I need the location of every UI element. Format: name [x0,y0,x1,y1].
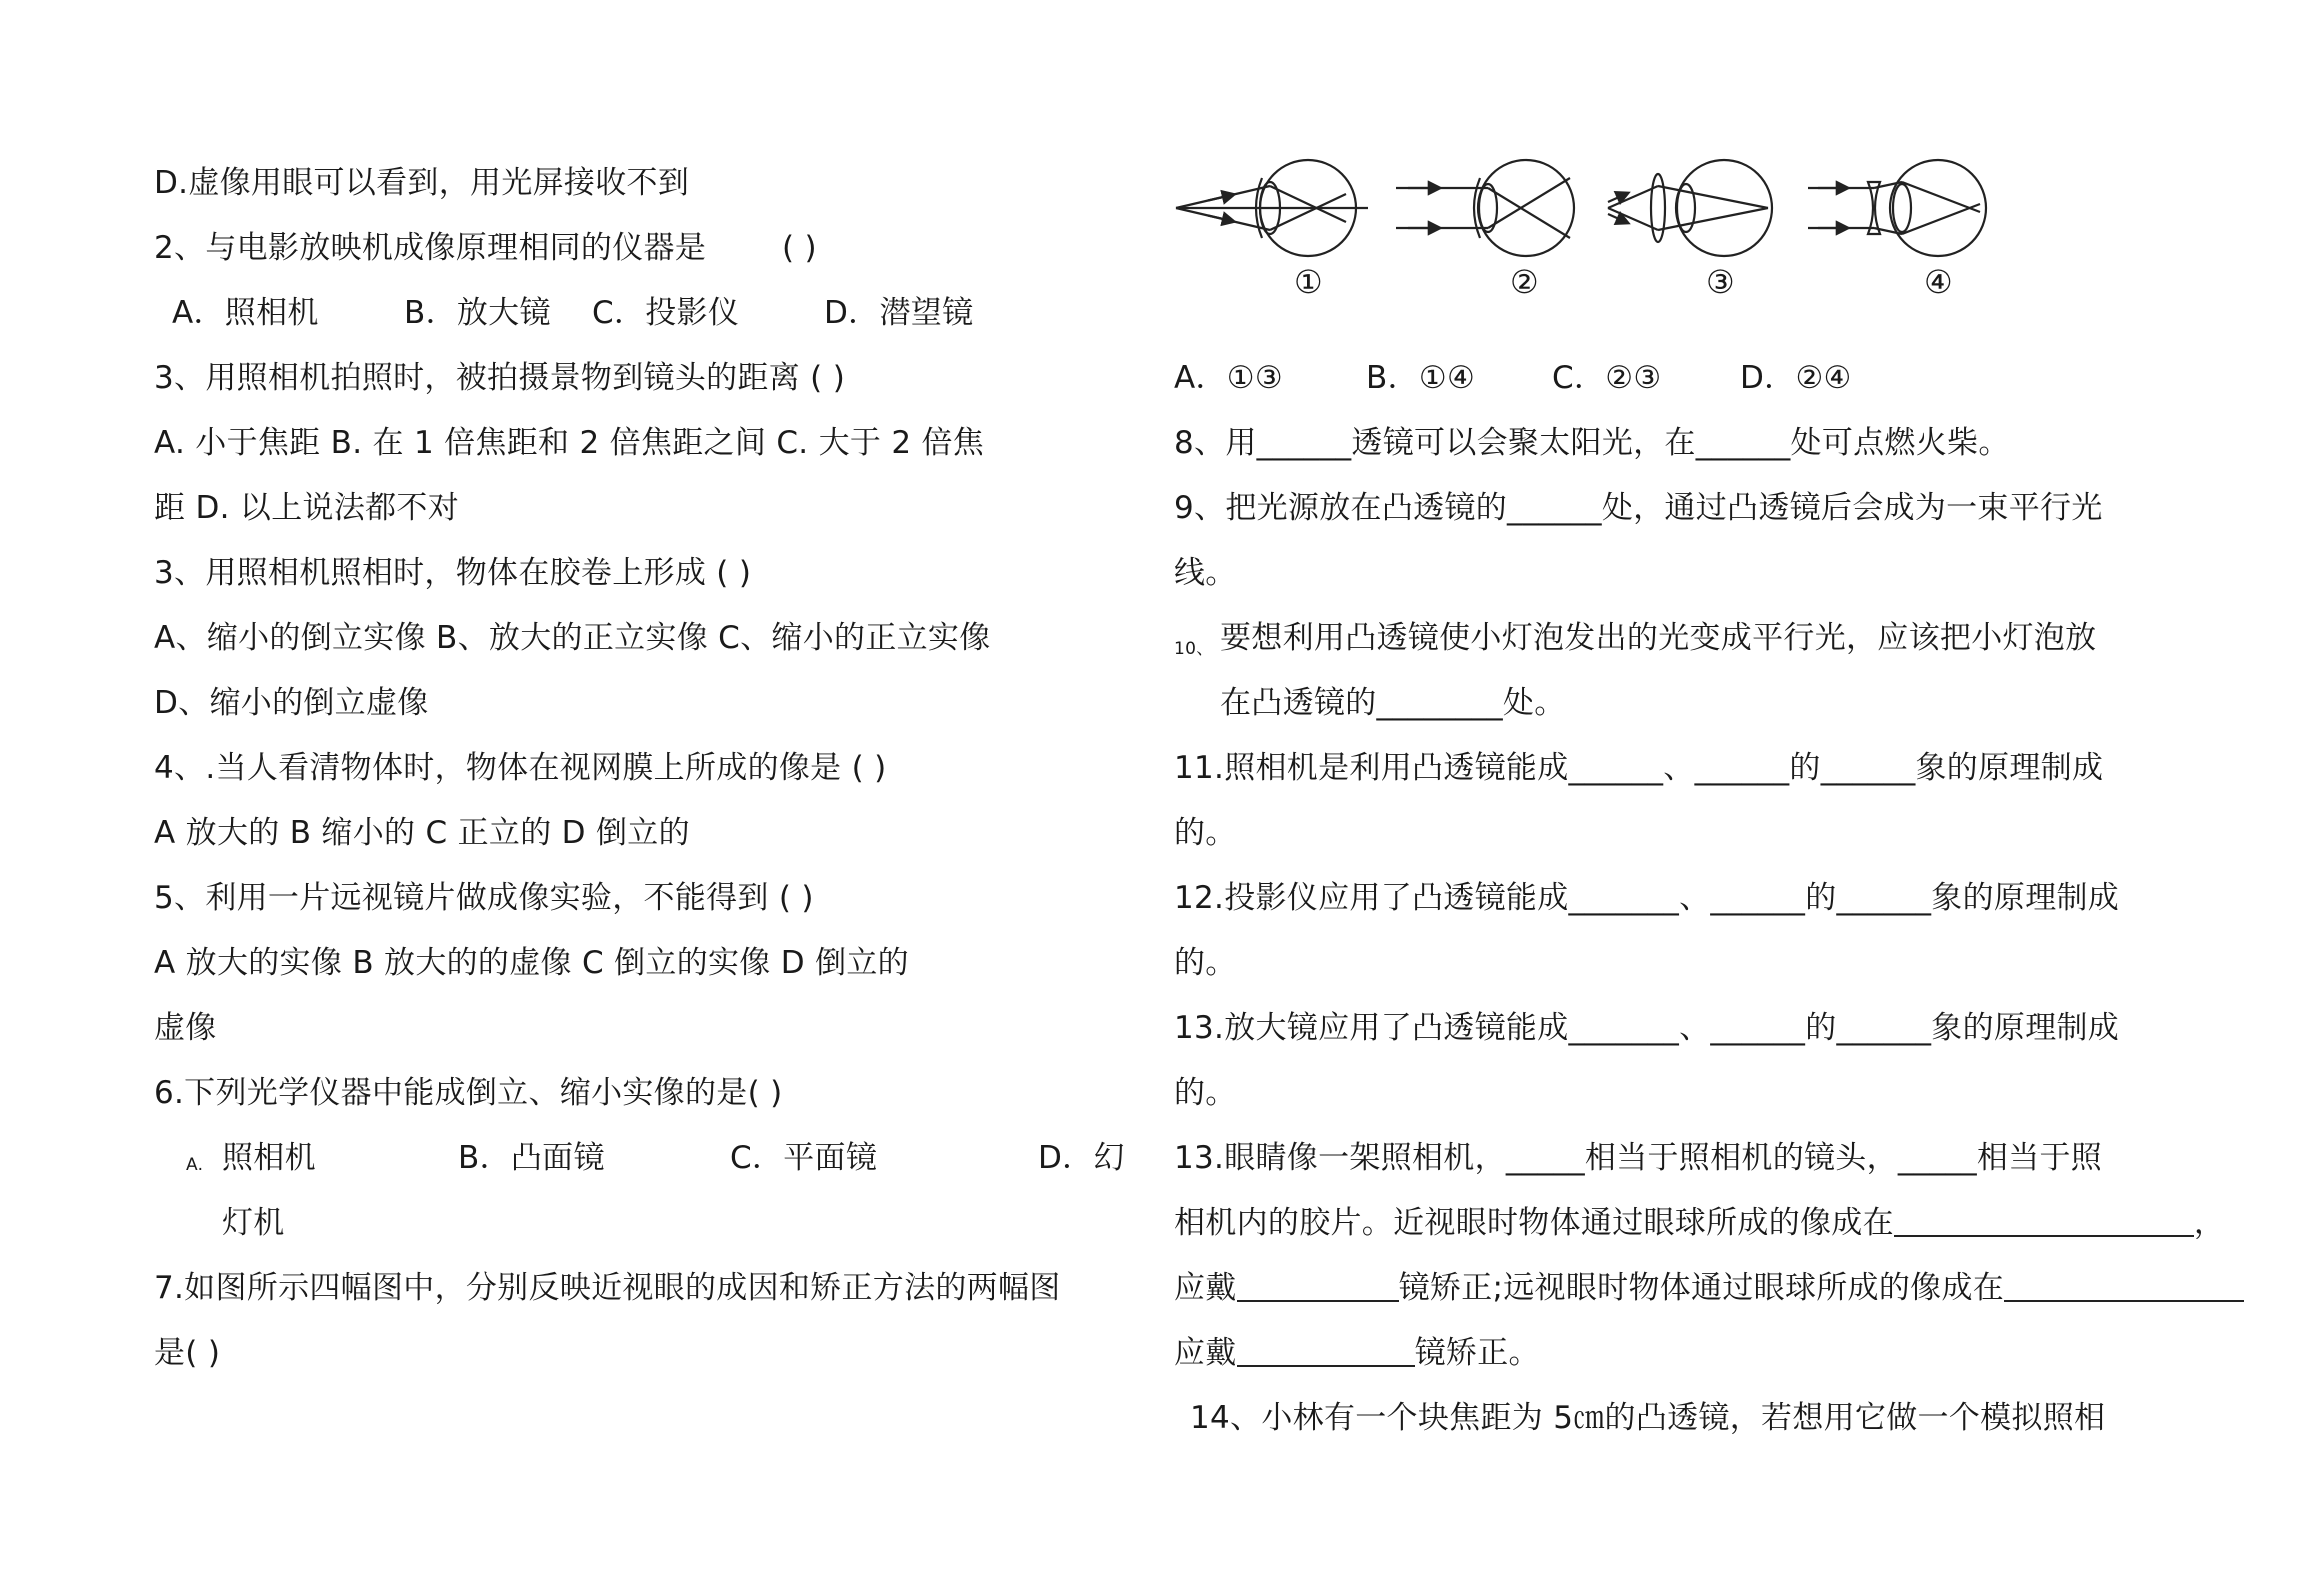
q6-option-a: 照相机 [222,1140,316,1176]
question-8: 8、用______透镜可以会聚太阳光，在______处可点燃火柴。 [1174,425,2010,461]
q13b-line4-text-a: 应戴 [1174,1335,1237,1371]
question-13-line1: 13.放大镜应用了凸透镜能成_______、______的______象的原理制成 [1174,1010,2120,1046]
q7-option-b: B．①④ [1366,360,1476,396]
question-11-line2: 的。 [1174,815,1237,851]
question-13-line2: 的。 [1174,1075,1237,1111]
option-d-text: D.虚像用眼可以看到，用光屏接收不到 [154,165,690,201]
q13b-blank-myopia-image [1894,1205,2194,1237]
eye-diagram-4 [1808,160,1986,256]
question-11-line1: 11.照相机是利用凸透镜能成______、______的______象的原理制成 [1174,750,2104,786]
q3-options-line2: 距 D. 以上说法都不对 [154,490,460,526]
q13b-blank-hyperopia-image [2004,1270,2244,1302]
question-13b-line2 [1174,1203,2225,1243]
q7-option-d: D．②④ [1740,360,1852,396]
figure-label-3: ③ [1706,263,1735,301]
question-13b-line3 [1174,1268,2244,1308]
q3b-options-line2: D、缩小的倒立虚像 [154,685,429,721]
question-2: 2、与电影放映机成像原理相同的仪器是 [154,230,707,266]
question-3: 3、用照相机拍照时，被拍摄景物到镜头的距离 ( ) [154,360,846,396]
question-10-line1: 要想利用凸透镜使小灯泡发出的光变成平行光，应该把小灯泡放 [1220,620,2097,656]
q2-option-b: B．放大镜 [404,295,551,331]
question-2-answer-paren: ( ) [782,230,817,266]
q2-option-a: A．照相机 [172,295,319,331]
q13b-line2-text: 相机内的胶片。近视眼时物体通过眼球所成的像成在 [1174,1205,1894,1241]
eye-diagram-3 [1608,160,1772,256]
question-10-line2: 在凸透镜的________处。 [1220,685,1566,721]
eye-diagram-2 [1396,160,1574,256]
question-12-line2: 的。 [1174,945,1237,981]
q6-option-a-mark: A. [186,1155,204,1175]
q13b-blank-hyperopia-lens [1237,1335,1415,1367]
question-5: 5、利用一片远视镜片做成像实验，不能得到 ( ) [154,880,814,916]
q6-option-d-continued: 灯机 [222,1205,285,1241]
q13b-line4-text-b: 镜矫正。 [1414,1335,1540,1371]
q7-option-a: A．①③ [1174,360,1283,396]
question-9-line2: 线。 [1174,555,1237,591]
question-14: 14、小林有一个块焦距为 5㎝的凸透镜，若想用它做一个模拟照相 [1190,1400,2106,1436]
q3b-options-line1: A、缩小的倒立实像 B、放大的正立实像 C、缩小的正立实像 [154,620,991,656]
q4-options: A 放大的 B 缩小的 C 正立的 D 倒立的 [154,815,690,851]
question-7-line2: 是( ) [154,1335,221,1371]
eye-diagrams-figure [1168,142,2000,312]
q2-option-c: C．投影仪 [592,295,740,331]
q7-option-c: C．②③ [1552,360,1662,396]
q5-options-line1: A 放大的实像 B 放大的的虚像 C 倒立的实像 D 倒立的 [154,945,909,981]
q5-options-line2: 虚像 [154,1010,217,1046]
figure-label-4: ④ [1924,263,1953,301]
question-13b-line1: 13.眼睛像一架照相机，_____相当于照相机的镜头，_____相当于照 [1174,1140,2103,1176]
q6-option-d: D．幻 [1038,1140,1125,1176]
q6-option-b: B．凸面镜 [458,1140,605,1176]
q13b-line2-comma: ， [2193,1205,2226,1241]
question-3b: 3、用照相机照相时，物体在胶卷上形成 ( ) [154,555,752,591]
q6-option-c: C．平面镜 [730,1140,878,1176]
question-10-number: 10、 [1174,639,1214,659]
question-4: 4、.当人看清物体时，物体在视网膜上所成的像是 ( ) [154,750,887,786]
q13b-line3-text-a: 应戴 [1174,1270,1237,1306]
q3-options-line1: A. 小于焦距 B. 在 1 倍焦距和 2 倍焦距之间 C. 大于 2 倍焦 [154,425,985,461]
q13b-line3-text-b: 镜矫正;远视眼时物体通过眼球所成的像成在 [1398,1270,2005,1306]
question-12-line1: 12.投影仪应用了凸透镜能成_______、______的______象的原理制成 [1174,880,2120,916]
figure-label-1: ① [1294,263,1323,301]
question-7-line1: 7.如图所示四幅图中，分别反映近视眼的成因和矫正方法的两幅图 [154,1270,1061,1306]
q13b-blank-myopia-lens [1237,1270,1399,1302]
q2-option-d: D．潜望镜 [824,295,974,331]
figure-label-2: ② [1510,263,1539,301]
question-13b-line4 [1174,1333,1540,1373]
question-9-line1: 9、把光源放在凸透镜的______处，通过凸透镜后会成为一束平行光 [1174,490,2103,526]
eye-diagram-1 [1176,160,1368,256]
question-6: 6.下列光学仪器中能成倒立、缩小实像的是( ) [154,1075,783,1111]
